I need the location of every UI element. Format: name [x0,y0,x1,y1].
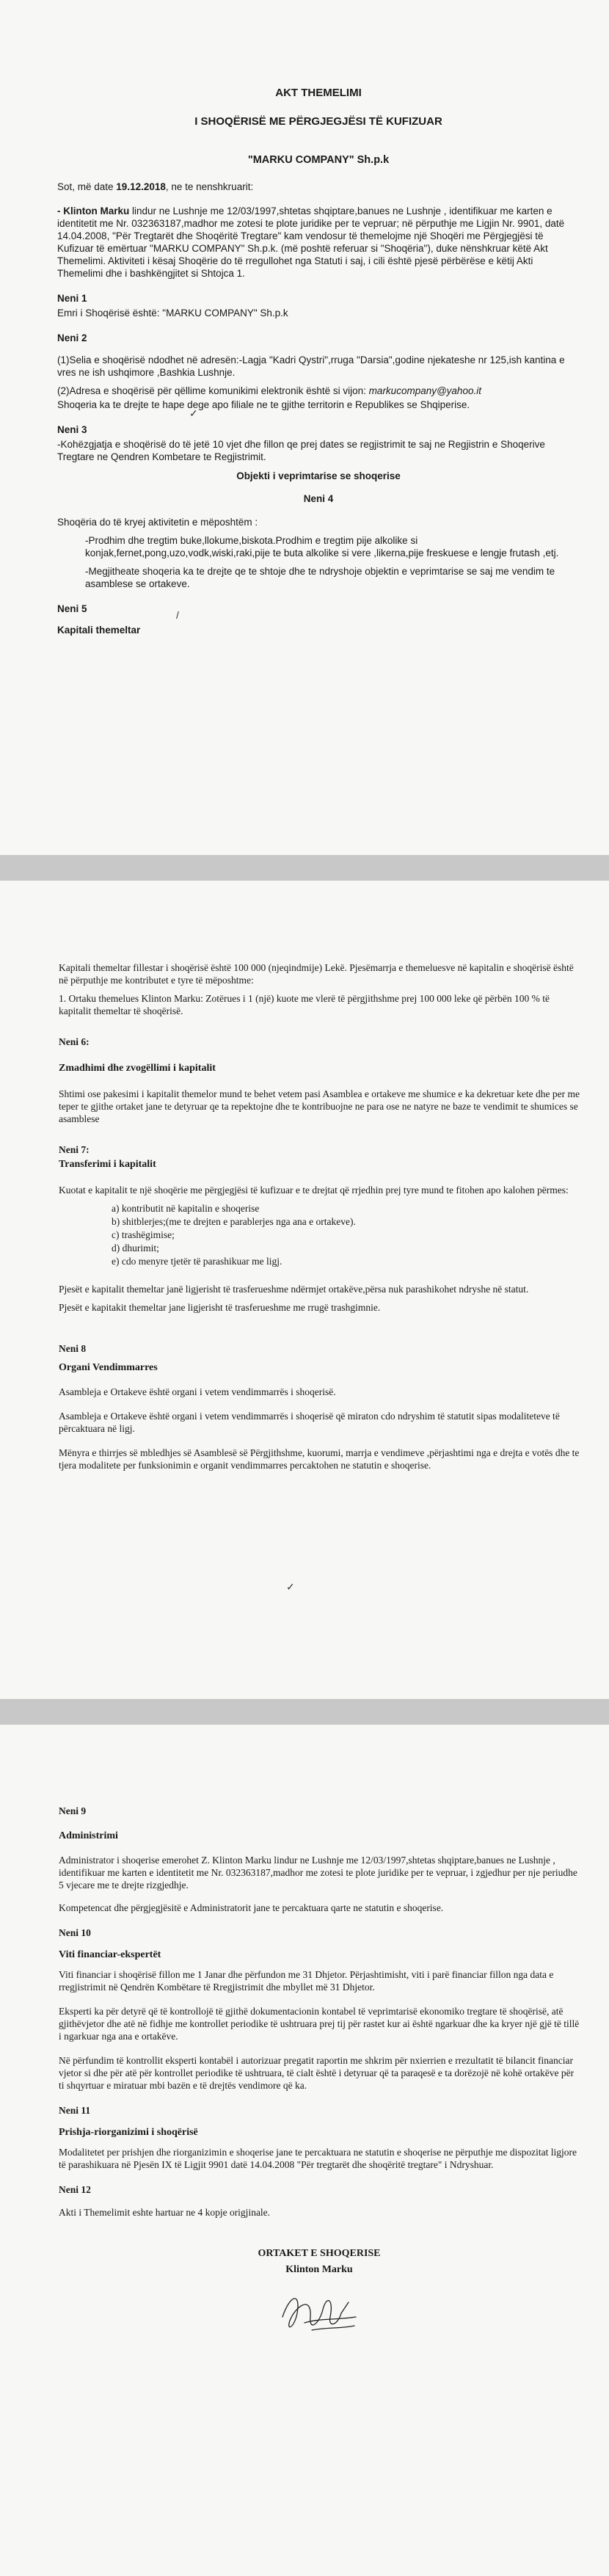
signer-name: Klinton Marku [285,2264,353,2275]
handwritten-signature [268,2280,371,2339]
email-address: markucompany@yahoo.it [368,385,481,396]
capital-paragraph: Kapitali themeltar fillestar i shoqërisë është 100 000 (njeqindmije) Lekë. Pjesëmarrja e themeluesve në kapitalin e shoqërisë është në përputhje me kontributet e tyre të mëposhtme: [59,962,574,986]
page-gap [0,1699,609,1725]
article-11: Neni 11 Prishja-riorganizimi i shoqërisë Modalitetet per prishjen dhe riorganizimin e shoqerise jane te percaktuara ne statutin e shoqerise ne përputhje me dispozitat ligjore të parashikuara në Pjesën IX të Ligjit 9901 datë 14.04.2008 "Për tregtarët dhe shoqëritë tregtare" i Ndryshuar. [59,2105,577,2170]
document-page-1 [0,0,609,855]
document-subtitle: I SHOQËRISË ME PËRGJEGJËSI TË KUFIZUAR [194,115,442,128]
list-item: e) cdo menyre tjetër të parashikuar me ligj. [112,1256,282,1267]
article-3: Neni 3 -Kohëzgjatja e shoqërisë do të jetë 10 vjet dhe fillon qe prej dates se regjistrimit te saj ne Regjistrin e Shoqerive Tregtare ne Qendren Kombetare te Regjistrimit. [57,424,545,462]
article-12: Neni 12 Akti i Themelimit eshte hartuar ne 4 kopje origjinale. [59,2184,271,2218]
signature-label: ORTAKET E SHOQERISE [258,2248,381,2259]
article-5: Neni 5 Kapitali themeltar [57,603,141,636]
founder-name: - Klinton Marku [57,205,130,217]
date-line: Sot, më date 19.12.2018, ne te nenshkruarit: [57,181,254,192]
handwritten-mark: ✓ [286,1582,295,1593]
article-6: Neni 6: Zmadhimi dhe zvogëllimi i kapitalit Shtimi ose pakesimi i kapitalit themelor mund te behet vetem pasi Asamblea e ortakeve me shumice e ka dekretuar kete dhe per me teper te gjithe ortaket jane te detyruar qe ta repektojne dhe te kontribuojne ne para ose ne natyre ne baze te vendimit te shumices se asamblese [59,1036,580,1124]
article-4-title: Neni 4 [303,493,334,504]
date-value: 19.12.2018 [116,181,166,192]
page-gap [0,855,609,881]
intro-paragraph: - Klinton Marku lindur ne Lushnje me 12/03/1997,shtetas shqiptare,banues ne Lushnje , identifikuar me karten e identitetit me Nr. 032363187,madhor me zotesi te plote juridike per te vepruar; në përputhje me Ligjin Nr. 9901, datë 14.04.2008, "Për Tregtarët dhe Shoqëritë Tregtare" kam vendosur të themelojme një Shoqëri me Përgjegjësi të Kufizuar të emërtuar "MARKU COMPANY" Sh.p.k. (më poshtë referuar si "Shoqëria"), duke nënshkruar këtë Akt Themelimi. Aktiviteti i kësaj Shoqërie do të rregullohet nga Statuti i saj, i cili është pjesë përbërëse e këtij Akti Themelimi dhe i bashkëngjitet si Shtojca 1. [57,205,565,279]
section-heading: Objekti i veprimtarise se shoqerise [236,470,401,481]
company-name: "MARKU COMPANY" Sh.p.k [247,154,390,166]
transfer-methods-list [59,1202,580,1268]
article-8: Neni 8 Organi Vendimmarres Asambleja e Ortakeve është organi i vetem vendimmarrës i shoqerisë. Asambleja e Ortakeve është organi i vetem vendimmarrës i shoqerisë që miraton cdo ndryshim të statutit sipas modaliteteve të përcaktuara në ligj. Mënyra e thirrjes së mbledhjes së Asamblesë së Përgjithshme, kuorumi, marrja e vendimeve ,përjashtimi nga e drejta e votës dhe te tjera modalitete per funksionimin e organit vendimmarres percaktohen ne statutin e shoqerise. [59,1343,580,1471]
capital-share-paragraph: 1. Ortaku themelues Klinton Marku: Zotërues i 1 (një) kuote me vlerë të përgjithshme prej 100 000 leke që përbën 100 % të kapitalit themeltar të shoqërisë. [59,993,550,1016]
article-9: Neni 9 Administrimi Administrator i shoqerise emerohet Z. Klinton Marku lindur ne Lushnje me 12/03/1997,shtetas shqiptare,banues ne Lushnje , identifikuar me karten e identitetit me Nr. 032363187,madhor me zotesi te plote juridike per te vepruar, i zgjedhur per nje periudhe 5 vjecare me te drejte rizgjedhje. Kompetencat dhe përgjegjësitë e Administratorit jane te percaktuara qarte ne statutin e shoqerise. [59,1805,577,1913]
article-7: Neni 7: Transferimi i kapitalit Kuotat e kapitalit te një shoqërie me përgjegjësi të kufizuar e te drejtat që rrjedhin prej tyre mund te fitohen apo kalohen përmes: a) kontributit në kapitalin e shoqerise b) shitblerjes;(me te drejten e parablerjes nga ana e ortakeve). c) trashëgimise; d) dhurimit; e) cdo menyre tjetër të parashikuar me ligj. Pjesët e kapitalit themeltar janë ligjerisht të trasferueshme ndërmjet ortakëve,përsa nuk parashikohet ndryshe në statut. Pjesët e kapitakit themeltar jane ligjerisht të trasferueshme me rrugë trashgimnie. [59,1144,580,1314]
article-1: Neni 1 Emri i Shoqërisë është: "MARKU COMPANY" Sh.p.k [57,293,288,319]
list-item: b) shitblerjes;(me te drejten e parablerjes nga ana e ortakeve). [112,1216,356,1227]
article-4: Shoqëria do të kryej aktivitetin e mëposhtëm : -Prodhim dhe tregtim buke,llokume,biskota.Prodhim e tregtim pije alkolike si konjak,fernet,pong,uzo,vodk,wiski,raki,pije te buta alkolike si vere ,likerna,pije freskuese e lengje frutash ,etj. -Megjitheate shoqeria ka te drejte qe te shtoje dhe te ndryshoje objektin e veprimtarise se saj me vendim te asamblese se ortakeve. [57,517,559,589]
article-10: Neni 10 Viti financiar-ekspertët Viti financiar i shoqërisë fillon me 1 Janar dhe përfundon me 31 Dhjetor. Përjashtimisht, viti i parë financiar fillon nga data e rregjistrimit në Qendrën Kombëtare të Rregjistrimit dhe mbyllet më 31 Dhjetor. Eksperti ka për detyrë që të kontrollojë të gjithë dokumentacionin kontabel të veprimtarisë ekonomiko tregtare të shoqërisë, atë gjithëvjetor dhe atë në fidhje me kontrollet periodike të ushtruara prej tij për rastet kur ai është ngarkuar dhe ka kryer një gjë të tillë i ngarkuar nga ana e ortakëve. Në përfundim të kontrollit eksperti kontabël i autorizuar pregatit raportin me shkrim për nxierrien e rrezultatit të bilancit financiar vjetor si dhe për atë për kontrollet periodike të ushtruara, të cialt është i detyruar që ta paraqesë e ta dorëzojë në kohë ortakëve për ti shqyrtuar e miratuar mbi bazën e të drejtës vendimore që ka. [59,1927,580,2091]
document-title: AKT THEMELIMI [275,87,362,99]
handwritten-mark: / [176,609,179,621]
article-2: Neni 2 (1)Selia e shoqërisë ndodhet në adresën:-Lagja "Kadri Qystri",rruga "Darsia",godine njekateshe nr 125,ish kantina e vres ne ish ushqimore ,Bashkia Lushnje. (2)Adresa e shoqërisë për qëllime komunikimi elektronik është si vijon: markucompany@yahoo.it Shoqeria ka te drejte te hape dege apo filiale ne te gjithe territorin e Republikes se Shqiperise. [57,332,565,410]
list-item: c) trashëgimise; [112,1229,175,1240]
document-page-3 [0,1725,609,2576]
list-item: d) dhurimit; [112,1242,159,1254]
handwritten-mark: ✓ [189,407,198,419]
list-item: a) kontributit në kapitalin e shoqerise [112,1203,260,1214]
document-page-2 [0,881,609,1699]
